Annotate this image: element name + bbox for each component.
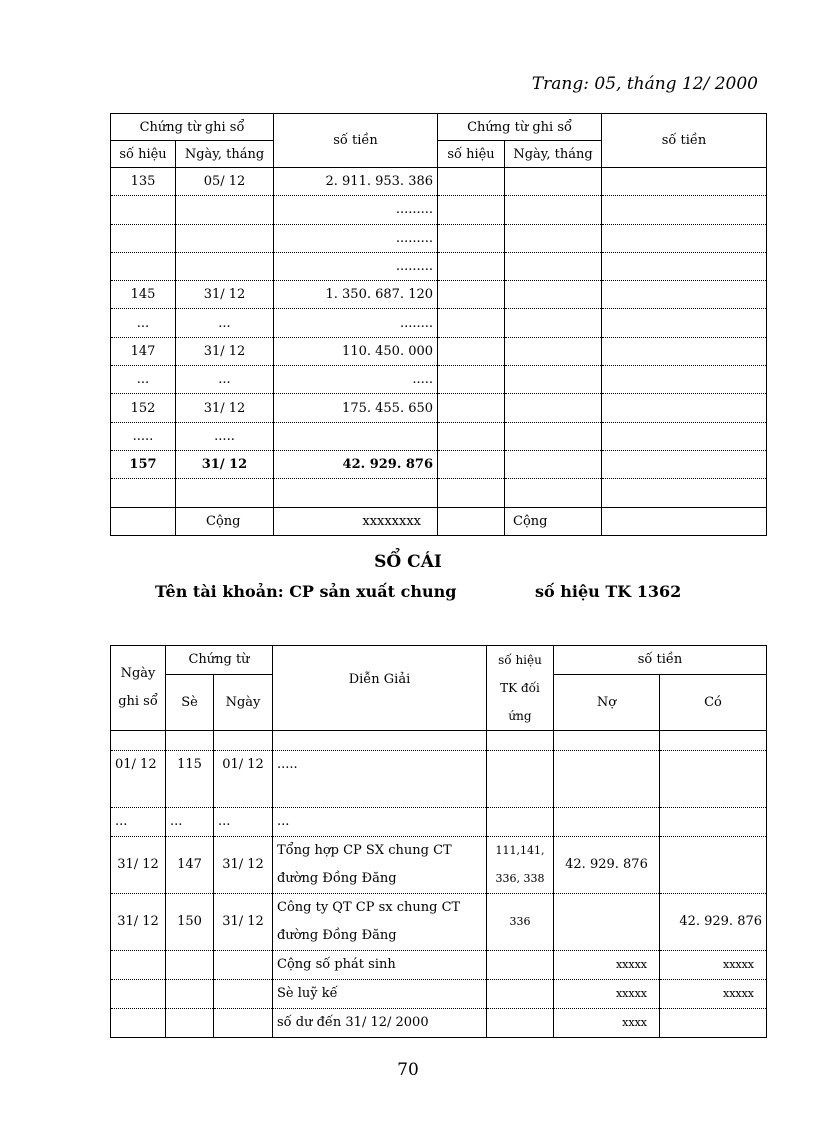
cell xyxy=(176,224,274,252)
cell xyxy=(111,252,176,280)
cell xyxy=(111,196,176,224)
cell-ngay: 31/ 12 xyxy=(111,837,166,894)
luy-ke-no: xxxxx xyxy=(554,980,660,1009)
luy-ke: Sè luỹ kế xyxy=(273,980,487,1009)
h-tk-doi-ung: số hiệu TK đối ứng xyxy=(487,646,554,731)
cell: ... xyxy=(111,366,176,394)
cell: ......... xyxy=(274,224,438,252)
cell: 05/ 12 xyxy=(176,168,274,196)
cell xyxy=(274,422,438,450)
group-label-left: Chứng từ ghi sổ xyxy=(111,114,274,141)
cell xyxy=(111,479,176,507)
cell-ngay: 01/ 12 xyxy=(111,751,166,808)
col-so-tien-left: số tiền xyxy=(274,114,438,168)
page-header: Trang: 05, tháng 12/ 2000 xyxy=(531,74,758,94)
col-so-tien-right: số tiền xyxy=(602,114,767,168)
cell-ngay2: 31/ 12 xyxy=(214,837,273,894)
cell xyxy=(176,479,274,507)
cell-so: 150 xyxy=(166,894,214,951)
table-row xyxy=(111,980,767,1009)
group-label-right: Chứng từ ghi sổ xyxy=(438,114,602,141)
cell xyxy=(274,479,438,507)
table-row xyxy=(111,837,767,894)
cell-no xyxy=(554,751,660,808)
cell-ngay2: 31/ 12 xyxy=(214,894,273,951)
cell xyxy=(176,252,274,280)
cell: 135 xyxy=(111,168,176,196)
cong-co: xxxxx xyxy=(660,951,767,980)
cell-no xyxy=(554,808,660,837)
cell-no xyxy=(554,894,660,951)
cell-co: 42. 929. 876 xyxy=(660,894,767,951)
so-cai-title: SỔ CÁI xyxy=(374,552,442,572)
page-number: 70 xyxy=(397,1060,419,1080)
h-chung-tu: Chứng từ xyxy=(166,646,273,675)
cell: 145 xyxy=(111,281,176,309)
luy-ke-co: xxxxx xyxy=(660,980,767,1009)
cell-ngay2: 01/ 12 xyxy=(214,751,273,808)
cell-dien-giai: ..... xyxy=(273,751,487,808)
ledger-table-1 xyxy=(110,113,767,536)
so-du: số dư đến 31/ 12/ 2000 xyxy=(273,1009,487,1038)
h-no: Nợ xyxy=(554,675,660,731)
cell-dien-giai: Công ty QT CP sx chung CT đường Đồng Đăng xyxy=(273,894,487,951)
cell-so: ... xyxy=(166,808,214,837)
table-row xyxy=(111,951,767,980)
cell-dien-giai: ... xyxy=(273,808,487,837)
cell-co xyxy=(660,837,767,894)
cell: 31/ 12 xyxy=(176,281,274,309)
col-so-hieu-left: số hiệu xyxy=(111,141,176,168)
cell-ngay2: ... xyxy=(214,808,273,837)
cell: ... xyxy=(176,309,274,337)
cell-dien-giai: Tổng hợp CP SX chung CT đường Đồng Đăng xyxy=(273,837,487,894)
ledger-table-2 xyxy=(110,645,767,1038)
cell-tk xyxy=(487,751,554,808)
cell: ......... xyxy=(274,252,438,280)
col-ngay-left: Ngày, tháng xyxy=(176,141,274,168)
cell: 31/ 12 xyxy=(176,337,274,365)
cell: 1. 350. 687. 120 xyxy=(274,281,438,309)
cell-no: 42. 929. 876 xyxy=(554,837,660,894)
cell: ......... xyxy=(274,196,438,224)
so-du-no: xxxx xyxy=(554,1009,660,1038)
h-ngay-ghi-so: Ngày ghi sổ xyxy=(111,646,166,731)
col-so-hieu-right: số hiệu xyxy=(438,141,505,168)
cell-co xyxy=(660,751,767,808)
account-name: Tên tài khoản: CP sản xuất chung xyxy=(155,582,457,601)
cell: ... xyxy=(111,309,176,337)
cell-tk: 336 xyxy=(487,894,554,951)
cell: ........ xyxy=(274,309,438,337)
cell: ..... xyxy=(111,422,176,450)
cell: ... xyxy=(176,366,274,394)
total-label-right: Cộng xyxy=(505,507,602,535)
cell: 157 xyxy=(111,450,176,478)
cell: 31/ 12 xyxy=(176,394,274,422)
cell: 175. 455. 650 xyxy=(274,394,438,422)
cell-tk xyxy=(487,808,554,837)
cell: 42. 929. 876 xyxy=(274,450,438,478)
cell: ..... xyxy=(274,366,438,394)
table-row xyxy=(111,808,767,837)
cell-tk: 111,141, 336, 338 xyxy=(487,837,554,894)
cong-so-phat-sinh: Cộng số phát sinh xyxy=(273,951,487,980)
cell xyxy=(111,224,176,252)
cell-ngay: ... xyxy=(111,808,166,837)
cell: 2. 911. 953. 386 xyxy=(274,168,438,196)
cell-co xyxy=(660,808,767,837)
col-ngay-right: Ngày, tháng xyxy=(505,141,602,168)
table-row xyxy=(111,751,767,808)
cell: 147 xyxy=(111,337,176,365)
cell-ngay: 31/ 12 xyxy=(111,894,166,951)
table-row xyxy=(111,1009,767,1038)
total-value-left: xxxxxxxx xyxy=(274,507,438,535)
h-so-tien: số tiền xyxy=(554,646,767,675)
cell-so: 147 xyxy=(166,837,214,894)
total-label-left: Cộng xyxy=(176,507,274,535)
cell: 152 xyxy=(111,394,176,422)
h-co: Có xyxy=(660,675,767,731)
h-dien-giai: Diễn Giải xyxy=(273,646,487,731)
cong-no: xxxxx xyxy=(554,951,660,980)
cell xyxy=(176,196,274,224)
cell-so: 115 xyxy=(166,751,214,808)
cell: 31/ 12 xyxy=(176,450,274,478)
cell: ..... xyxy=(176,422,274,450)
h-so: Sè xyxy=(166,675,214,731)
account-number: số hiệu TK 1362 xyxy=(535,582,682,601)
cell: 110. 450. 000 xyxy=(274,337,438,365)
h-ngay: Ngày xyxy=(214,675,273,731)
table-row xyxy=(111,894,767,951)
